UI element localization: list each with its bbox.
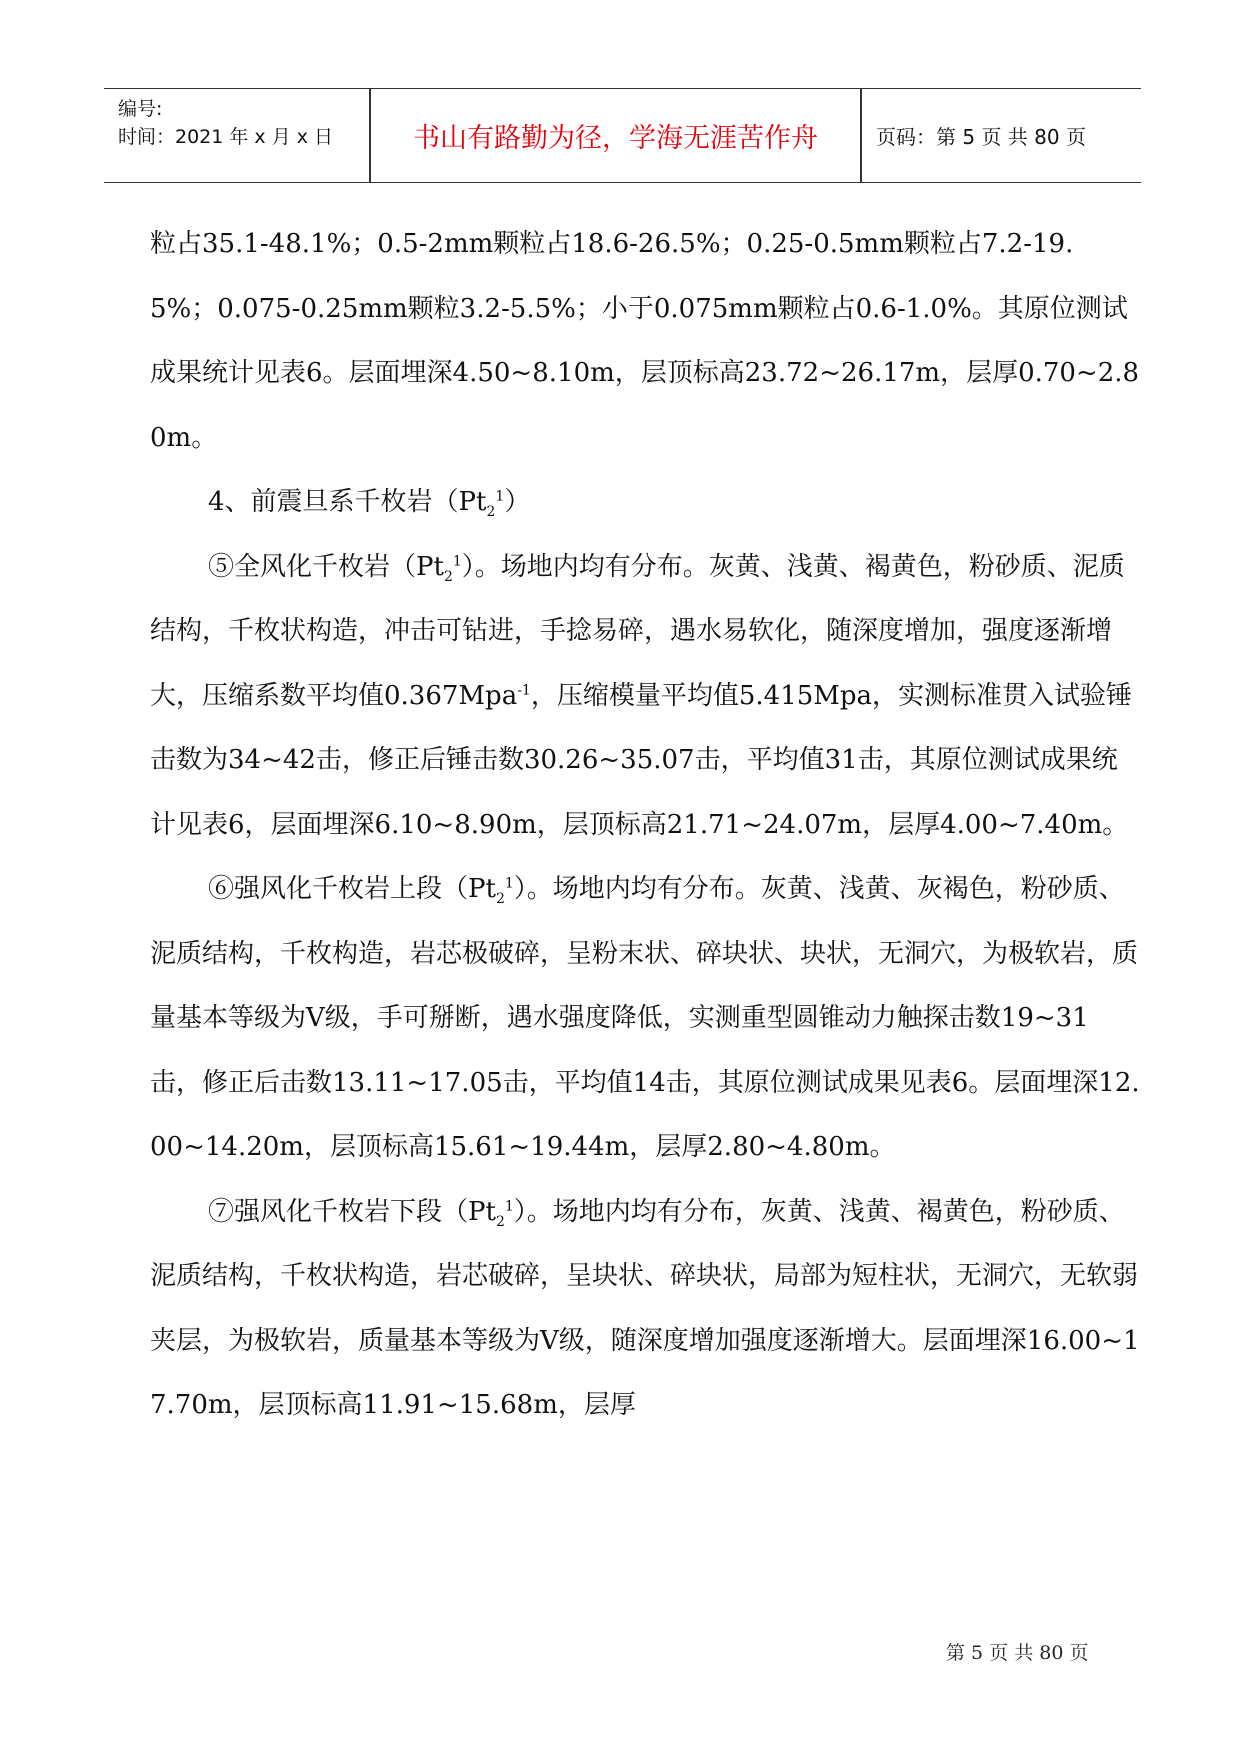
section-heading: [150, 470, 1140, 535]
paragraph-prefix: ⑥强风化千枚岩上段（Pt: [208, 874, 496, 904]
section-heading-suffix: ）: [504, 487, 531, 517]
superscript: 1: [495, 488, 505, 505]
subscript: 2: [495, 891, 505, 908]
header-page-info: 页码：第 5 页 共 80 页: [876, 125, 1086, 149]
paragraph-text: ）。场地内均有分布。灰黄、浅黄、褐黄色，粉砂质、泥质结构，千枚状构造，冲击可钻进，手捻易碎，遇水易软化，随深度增加，强度逐渐增大，压缩系数平均值0.367Mpa: [150, 551, 1125, 711]
header-meta: [118, 95, 333, 151]
paragraph: [150, 535, 1140, 858]
paragraph-text: 粒占35.1-48.1%；0.5-2mm颗粒占18.6-26.5%；0.25-0.5mm颗粒占7.2-19.5%；0.075-0.25mm颗粒3.2-5.5%；小于0.075mm颗粒占0.6-1.0%。其原位测试成果统计见表6。层面埋深4.50~8.10m，层顶标高23.72~26.17m，层厚0.70~2.80m。: [150, 229, 1140, 453]
time-label: 时间：2021 年 x 月 x 日: [118, 126, 334, 148]
subscript: 2: [495, 1213, 505, 1230]
page-footer: 第 5 页 共 80 页: [946, 1642, 1089, 1664]
paragraph: [150, 212, 1140, 470]
subscript: 2: [443, 568, 453, 585]
section-heading-text: 4、前震旦系千枚岩（Pt: [208, 487, 487, 517]
paragraph-prefix: ⑤全风化千枚岩（Pt: [208, 551, 444, 582]
document-body: [150, 212, 1140, 1438]
paragraph-text: ，压缩模量平均值5.415Mpa，实测标准贯入试验锤击数为34~42击，修正后锤击数30.26~35.07击，平均值31击，其原位测试成果统计见表6，层面埋深6.10~8.90m，层顶标高21.71~24.07m，层厚4.00~7.40m。: [150, 680, 1133, 840]
header-motto: 书山有路勤为径，学海无涯苦作舟: [413, 123, 818, 154]
paragraph-text: ）。场地内均有分布，灰黄、浅黄、褐黄色，粉砂质、泥质结构，千枚状构造，岩芯破碎，呈块状、碎块状，局部为短柱状，无洞穴，无软弱夹层，为极软岩，质量基本等级为V级，随深度增加强度逐渐增大。层面埋深16.00~17.70m，层顶标高11.91~15.68m，层厚: [150, 1196, 1140, 1420]
paragraph-prefix: ⑦强风化千枚岩下段（Pt: [208, 1196, 496, 1227]
superscript: 1: [504, 875, 514, 892]
superscript: 1: [452, 552, 462, 569]
number-label: 编号:: [118, 98, 163, 120]
paragraph-text: ）。场地内均有分布。灰黄、浅黄、灰褐色，粉砂质、泥质结构，千枚构造，岩芯极破碎，呈粉末状、碎块状、块状，无洞穴，为极软岩，质量基本等级为V级，手可掰断，遇水强度降低，实测重型圆锥动力触探击数19~31击，修正后击数13.11~17.05击，平均值14击，其原位测试成果见表6。层面埋深12.00~14.20m，层顶标高15.61~19.44m，层厚2.80~4.80m。: [150, 874, 1140, 1162]
superscript: 1: [504, 1197, 514, 1214]
superscript: -1: [517, 681, 531, 698]
header-divider: [860, 89, 862, 182]
page-header: [104, 88, 1141, 183]
subscript: 2: [486, 504, 496, 521]
paragraph: [150, 1180, 1140, 1438]
paragraph: [150, 857, 1140, 1180]
